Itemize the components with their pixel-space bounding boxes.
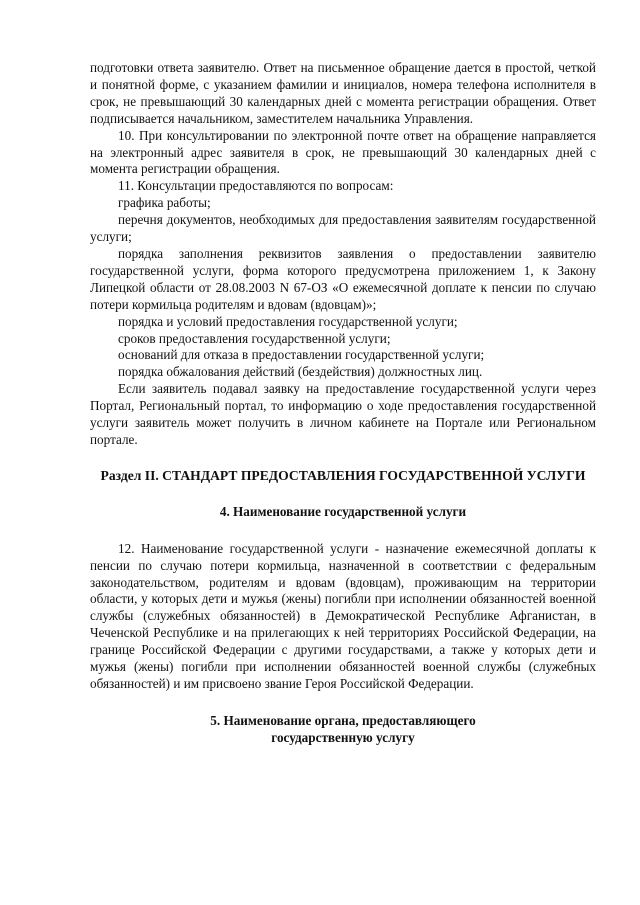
- list-item: графика работы;: [118, 195, 211, 211]
- list-item: порядка заполнения реквизитов заявления о предоставлении заявителю государственной услуги, форма которого предусмотрена приложением 1, к Закону Липецкой области от 28.08.2003 N 67-ОЗ «О ежемесячной доплате к пенсии по случаю потери кормильца родителям и вдовам (вдовцам)»;: [90, 245, 596, 312]
- list-item: перечня документов, необходимых для предоставления заявителям государственной услуги;: [90, 212, 596, 245]
- spacer: [90, 521, 596, 541]
- portal-paragraph: Если заявитель подавал заявку на предоставление государственной услуги через Портал, Региональный портал, то информацию о ходе предоставления государственной услуги заявитель может получить в личном кабинете на Портале или Региональном портале.: [90, 381, 596, 447]
- intro-paragraph: подготовки ответа заявителю. Ответ на письменное обращение дается в простой, четкой и понятной форме, с указанием фамилии и инициалов, номера телефона исполнителя в срок, не превышающий 30 календарных дней с момента регистрации обращения. Ответ подписывается начальником, заместителем начальника Управления.: [90, 60, 596, 126]
- paragraph-12: 12. Наименование государственной услуги - назначение ежемесячной доплаты к пенсии по случаю потери кормильца, назначенной в соответствии с федеральным законодательством, родителям и вдовам (вдовцам), проживающим на территории области, у которых дети и мужья (жены) погибли при исполнении обязанностей военной службы (служебных обязанностей) в Демократической Республике Афганистан, в Чеченской Республике и на прилегающих к ней территориях Российской Федерации, на границе Российской Федерации с другими государствами, а также у которых дети и мужья (жены) погибли при исполнении обязанностей военной службы (служебных обязанностей) и им присвоено звание Героя Российской Федерации.: [90, 540, 596, 691]
- list-item: оснований для отказа в предоставлении государственной услуги;: [118, 347, 485, 363]
- document-page: [90, 60, 596, 747]
- list-item: порядка обжалования действий (бездействия) должностных лиц.: [118, 364, 483, 380]
- list-item: сроков предоставления государственной услуги;: [118, 330, 391, 346]
- list-item: порядка и условий предоставления государственной услуги;: [118, 313, 458, 329]
- heading-5-line-1: 5. Наименование органа, предоставляющего: [210, 712, 476, 728]
- section-title: Раздел II. СТАНДАРТ ПРЕДОСТАВЛЕНИЯ ГОСУДАРСТВЕННОЙ УСЛУГИ: [100, 467, 586, 483]
- paragraph-10: 10. При консультировании по электронной почте ответ на обращение направляется на электронный адрес заявителя в срок, не превышающий 30 календарных дней с момента регистрации обращения.: [90, 127, 596, 177]
- paragraph-11: 11. Консультации предоставляются по вопросам:: [118, 178, 394, 194]
- heading-4: 4. Наименование государственной услуги: [219, 503, 467, 519]
- heading-5-line-2: государственную услугу: [271, 729, 415, 745]
